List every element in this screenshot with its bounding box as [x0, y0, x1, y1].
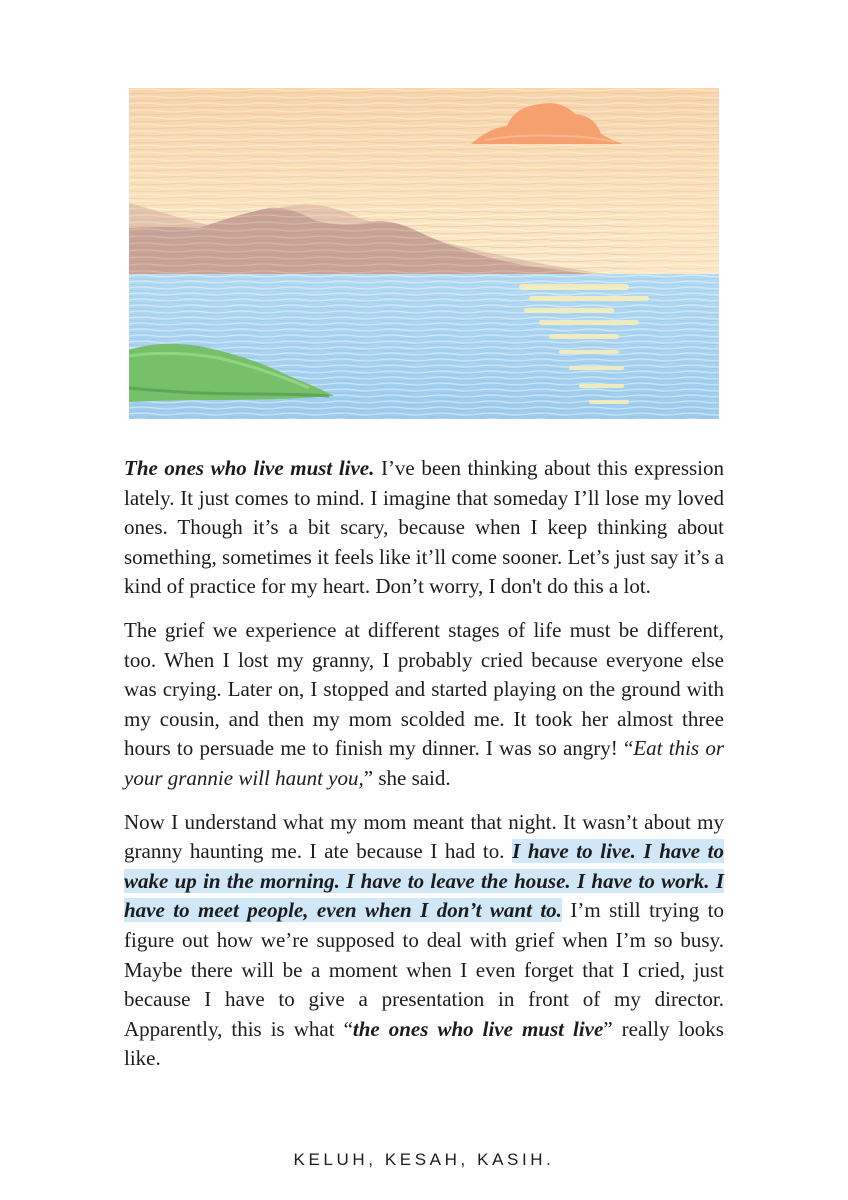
quote: Eat this or your grannie will haunt you, — [124, 736, 724, 790]
paragraph-1: The ones who live must live. I’ve been thinking about this expression lately. It just comes to mind. I imagine that someday I’ll lose my loved ones. Though it’s a bit scary, because when I keep thinking about something, sometimes it feels like it’ll come sooner. Let’s just say it’s a kind of practice for my heart. Don’t worry, I don't do this a lot. — [124, 456, 725, 599]
emphasis-phrase: the ones who live must live — [352, 1016, 604, 1041]
essay-body — [124, 454, 724, 1088]
paragraph-3: Now I understand what my mom meant that night. It wasn’t about my granny haunting me. I ate because I had to. I have to live. I have to wake up in the morning. I have to leave the house. I have to work. I have to meet people, even when I don’t want to. I’m still trying to figure out how we’re supposed to deal with grief when I’m so busy. Maybe there will be a moment when I even forget that I cried, just because I have to give a presentation in front of my director. Apparently, this is what “the ones who live must live” really looks like. — [124, 809, 725, 1071]
footer-signature: KELUH, KESAH, KASIH. — [293, 1150, 555, 1169]
highlighted-passage: I have to live. I have to wake up in the morning. I have to leave the house. I have to work. I have to meet people, even when I don’t want to. — [124, 839, 724, 923]
lead-phrase: The ones who live must live. — [124, 456, 375, 480]
sunset-lake-painting-icon — [129, 88, 719, 419]
paragraph-2: The grief we experience at different stages of life must be different, too. When I lost my granny, I probably cried because everyone else was crying. Later on, I stopped and started playing on the ground with my cousin, and then my mom scolded me. It took her almost three hours to persuade me to finish my dinner. I was so angry! “Eat this or your grannie will haunt you,” she said. — [124, 617, 724, 790]
